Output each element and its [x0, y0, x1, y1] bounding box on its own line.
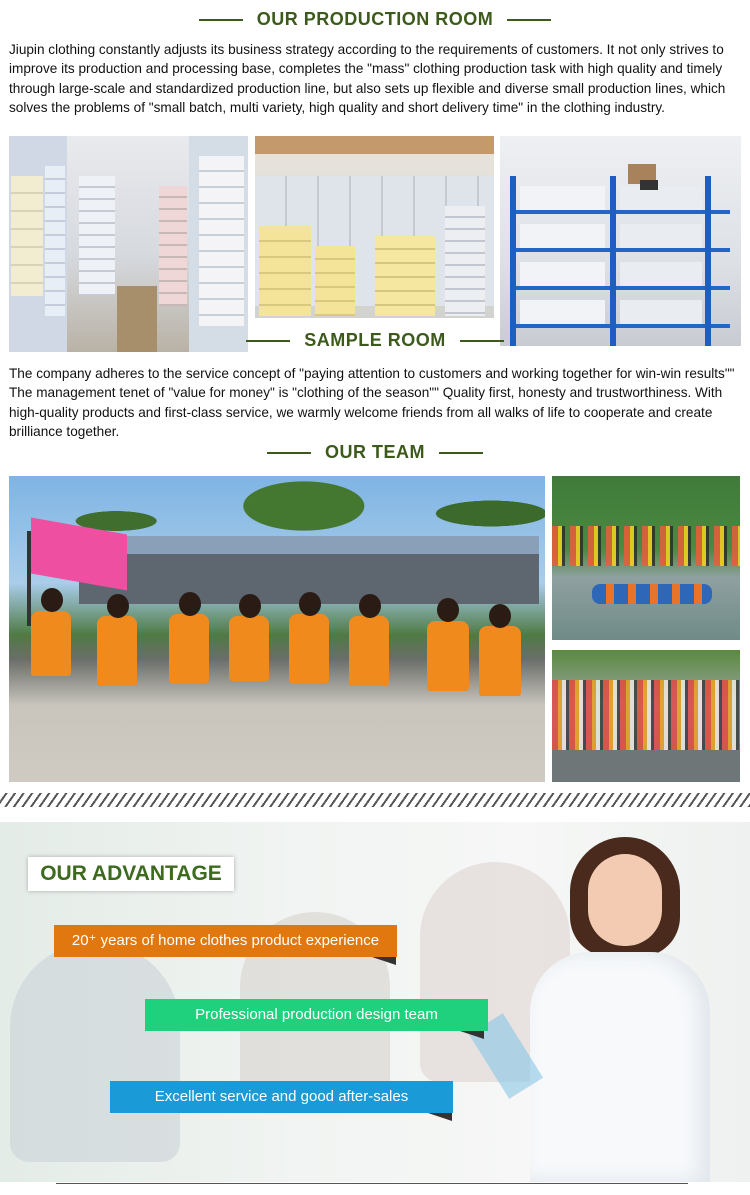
tag-tail: [372, 957, 396, 965]
team-title: [0, 442, 750, 463]
title-rule-left: [246, 340, 290, 342]
title-rule-left: [267, 452, 311, 454]
title-rule-right: [439, 452, 483, 454]
production-description: Jiupin clothing constantly adjusts its business strategy according to the requirements of customers. It not only strives to improve its production and processing base, completes the "mass" clothing production task with high quality and timely through large-scale and standardized production line, but also sets up flexible and diverse small production lines, which solves the problems of "small batch, multi variety, high quality and short delivery time" in the clothing industry.: [9, 42, 726, 116]
team-hiking-photo: [552, 650, 740, 782]
team-group-photo: [9, 476, 545, 782]
sample-title-text: SAMPLE ROOM: [304, 330, 446, 350]
section-divider: [0, 793, 750, 807]
advantage-title-box: [28, 857, 234, 891]
advantage-title: OUR ADVANTAGE: [40, 862, 222, 885]
sample-title: [0, 330, 750, 351]
team-title-text: OUR TEAM: [325, 442, 425, 462]
production-title: [0, 9, 750, 30]
title-rule-right: [460, 340, 504, 342]
tag-tail: [428, 1113, 452, 1121]
production-photo-2: [255, 136, 494, 318]
advantage-item-experience: 20⁺ years of home clothes product experience: [54, 925, 397, 957]
title-rule-right: [507, 19, 551, 21]
tag-tail: [460, 1031, 484, 1039]
production-photo-1: [9, 136, 248, 352]
advantage-item-design-team: Professional production design team: [145, 999, 488, 1031]
production-title-text: OUR PRODUCTION ROOM: [256, 9, 494, 29]
advantage-item-service: Excellent service and good after-sales: [110, 1081, 453, 1113]
sample-description: The company adheres to the service concept of "paying attention to customers and working together for win-win results"" The management tenet of "value for money" is "clothing of the season"" Quality first, honesty and trustworthiness. With high-quality products and first-class service, we warmly welcome friends from all walks of life to cooperate and create brilliance together.: [9, 366, 735, 440]
team-rafting-photo: [552, 476, 740, 640]
bottom-rule: [56, 1183, 688, 1184]
title-rule-left: [199, 19, 243, 21]
production-photo-3: [500, 136, 741, 346]
